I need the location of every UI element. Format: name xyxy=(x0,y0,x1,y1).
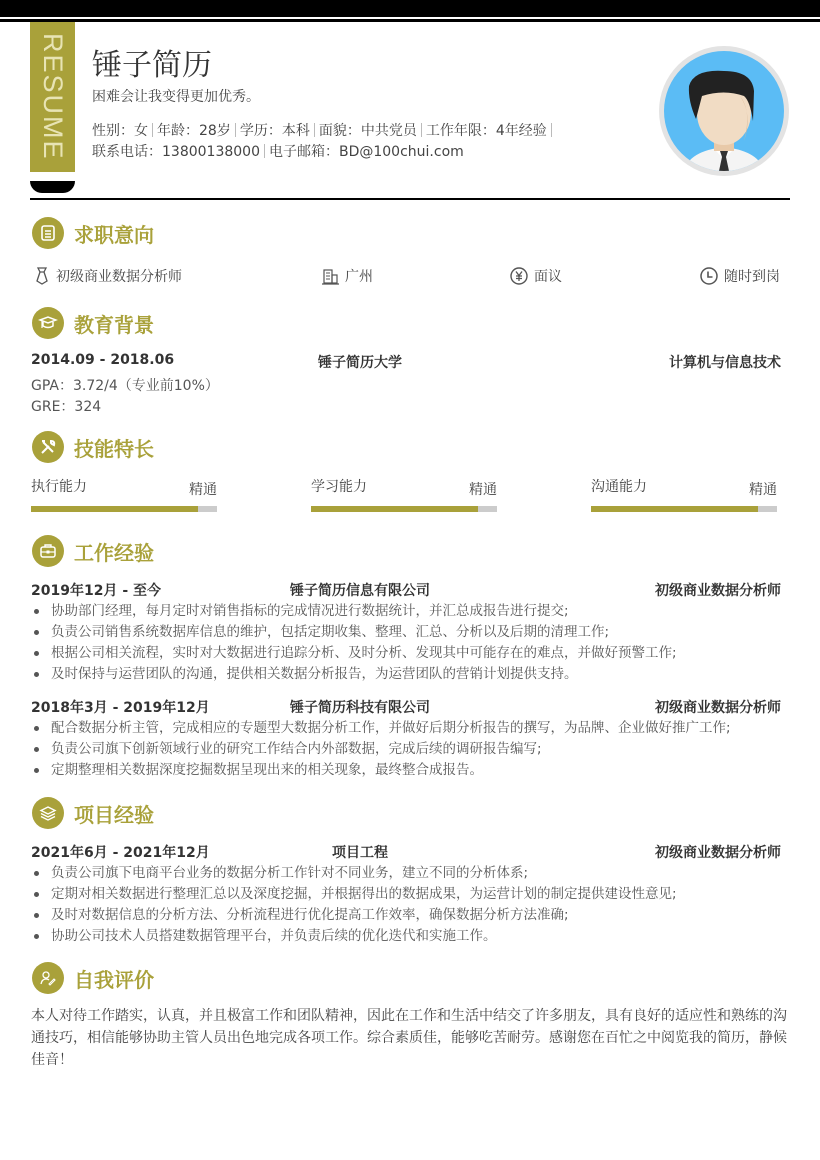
top-black-bar xyxy=(0,0,820,17)
header-divider xyxy=(30,198,790,200)
email[interactable]: 电子邮箱：BD@100chui.com xyxy=(268,144,464,160)
intent-availability xyxy=(700,266,780,286)
candidate-name: 锤子简历 xyxy=(92,48,212,83)
layers-icon xyxy=(32,797,64,829)
gender: 性别：女 xyxy=(92,123,148,139)
project-bullets xyxy=(31,863,791,947)
list-item: 配合数据分析主管，完成相应的专题型大数据分析工作，并做好后期分析报告的撰写，为品牌、企业做好推广工作; xyxy=(31,718,791,739)
list-item: 定期对相关数据进行整理汇总以及深度挖掘，并根据得出的数据成果，为运营计划的制定提供建设性意见; xyxy=(31,884,791,905)
section-header-self xyxy=(32,962,154,994)
education-level: 学历：本科 xyxy=(239,123,310,139)
list-item: 定期整理相关数据深度挖掘数据呈现出来的相关现象，最终整合成报告。 xyxy=(31,760,791,781)
section-title-work: 工作经验 xyxy=(74,540,154,565)
self-evaluation-text: 本人对待工作踏实，认真，并且极富工作和团队精神，因此在工作和生活中结交了许多朋友，具有良好的适应性和熟练的沟通技巧，相信能够协助主管人员出色地完成各项工作。综合素质佳，能够吃苦耐劳。感谢您在百忙之中阅览我的简历，静候佳音！ xyxy=(31,1008,787,1068)
job-role: 初级商业数据分析师 xyxy=(655,583,781,599)
project-period: 2021年6月 - 2021年12月 xyxy=(31,845,210,861)
political-status: 面貌：中共党员 xyxy=(318,123,417,139)
separator xyxy=(421,123,422,137)
skill-name: 学习能力 xyxy=(311,479,367,495)
section-header-work xyxy=(32,535,154,567)
avatar xyxy=(659,46,789,176)
resume-label: RESUME xyxy=(38,33,68,161)
education-school: 锤子简历大学 xyxy=(318,355,402,371)
resume-band-cap xyxy=(30,181,75,193)
section-header-project xyxy=(32,797,154,829)
basic-info-line xyxy=(92,120,556,140)
skill-progress-fill xyxy=(31,506,198,512)
resume-band xyxy=(30,22,75,172)
separator xyxy=(152,123,153,137)
skill-level: 精通 xyxy=(749,482,777,498)
skill-progress-fill xyxy=(591,506,758,512)
section-header-skills xyxy=(32,431,154,463)
section-header-intent xyxy=(32,217,154,249)
intent-city xyxy=(322,266,373,286)
intent-availability-text: 随时到岗 xyxy=(724,269,780,285)
top-rule xyxy=(0,19,820,22)
education-period: 2014.09 - 2018.06 xyxy=(31,352,175,368)
list-item: 及时保持与运营团队的沟通，提供相关数据分析报告，为运营团队的营销计划提供支持。 xyxy=(31,664,791,685)
intent-salary-text: 面议 xyxy=(534,269,562,285)
skill-progress-bar xyxy=(311,506,497,512)
graduation-cap-icon xyxy=(32,307,64,339)
section-title-skills: 技能特长 xyxy=(74,436,154,461)
list-item: 协助部门经理，每月定时对销售指标的完成情况进行数据统计，并汇总成报告进行提交; xyxy=(31,601,791,622)
list-item: 负责公司销售系统数据库信息的维护，包括定期收集、整理、汇总、分析以及后期的清理工作; xyxy=(31,622,791,643)
section-title-self: 自我评价 xyxy=(74,967,154,992)
skill-name: 执行能力 xyxy=(31,479,87,495)
education-gre: GRE：324 xyxy=(31,399,102,415)
motto: 困难会让我变得更加优秀。 xyxy=(92,89,260,105)
list-item: 及时对数据信息的分析方法、分析流程进行优化提高工作效率，确保数据分析方法准确; xyxy=(31,905,791,926)
age: 年龄：28岁 xyxy=(157,123,231,139)
separator xyxy=(235,123,236,137)
education-major: 计算机与信息技术 xyxy=(669,355,781,371)
job-company: 锤子简历信息有限公司 xyxy=(290,583,430,599)
separator xyxy=(551,123,552,137)
phone: 联系电话：13800138000 xyxy=(92,144,260,160)
job-bullets xyxy=(31,718,791,781)
tools-icon xyxy=(32,431,64,463)
project-name: 项目工程 xyxy=(332,845,388,861)
clock-icon xyxy=(700,267,718,285)
intent-city-text: 广州 xyxy=(345,269,373,285)
separator xyxy=(314,123,315,137)
building-icon xyxy=(322,268,339,285)
skill-progress-bar xyxy=(591,506,777,512)
section-title-intent: 求职意向 xyxy=(74,222,154,247)
user-sign-icon xyxy=(32,962,64,994)
project-role: 初级商业数据分析师 xyxy=(655,845,781,861)
separator xyxy=(264,144,265,158)
skill-name: 沟通能力 xyxy=(591,479,647,495)
skill-progress-bar xyxy=(31,506,217,512)
job-bullets xyxy=(31,601,791,685)
job-role: 初级商业数据分析师 xyxy=(655,700,781,716)
contact-info-line xyxy=(92,141,464,161)
job-period: 2019年12月 - 至今 xyxy=(31,583,162,599)
intent-salary xyxy=(510,266,562,286)
yen-icon xyxy=(510,267,528,285)
intent-position-text: 初级商业数据分析师 xyxy=(56,269,182,285)
clipboard-icon xyxy=(32,217,64,249)
list-item: 根据公司相关流程，实时对大数据进行追踪分析、及时分析、发现其中可能存在的难点，并做好预警工作; xyxy=(31,643,791,664)
tie-icon xyxy=(34,267,50,285)
list-item: 协助公司技术人员搭建数据管理平台，并负责后续的优化迭代和实施工作。 xyxy=(31,926,791,947)
section-header-education xyxy=(32,307,154,339)
briefcase-icon xyxy=(32,535,64,567)
list-item: 负责公司旗下创新领域行业的研究工作结合内外部数据，完成后续的调研报告编写; xyxy=(31,739,791,760)
education-gpa: GPA：3.72/4（专业前10%） xyxy=(31,378,219,394)
section-title-education: 教育背景 xyxy=(74,312,154,337)
section-title-project: 项目经验 xyxy=(74,802,154,827)
skill-level: 精通 xyxy=(469,482,497,498)
work-years: 工作年限：4年经验 xyxy=(425,123,547,139)
avatar-illustration-icon xyxy=(664,51,784,171)
job-company: 锤子简历科技有限公司 xyxy=(290,700,430,716)
skill-progress-fill xyxy=(311,506,478,512)
list-item: 负责公司旗下电商平台业务的数据分析工作针对不同业务，建立不同的分析体系; xyxy=(31,863,791,884)
intent-position xyxy=(34,266,182,286)
job-period: 2018年3月 - 2019年12月 xyxy=(31,700,210,716)
skill-level: 精通 xyxy=(189,482,217,498)
